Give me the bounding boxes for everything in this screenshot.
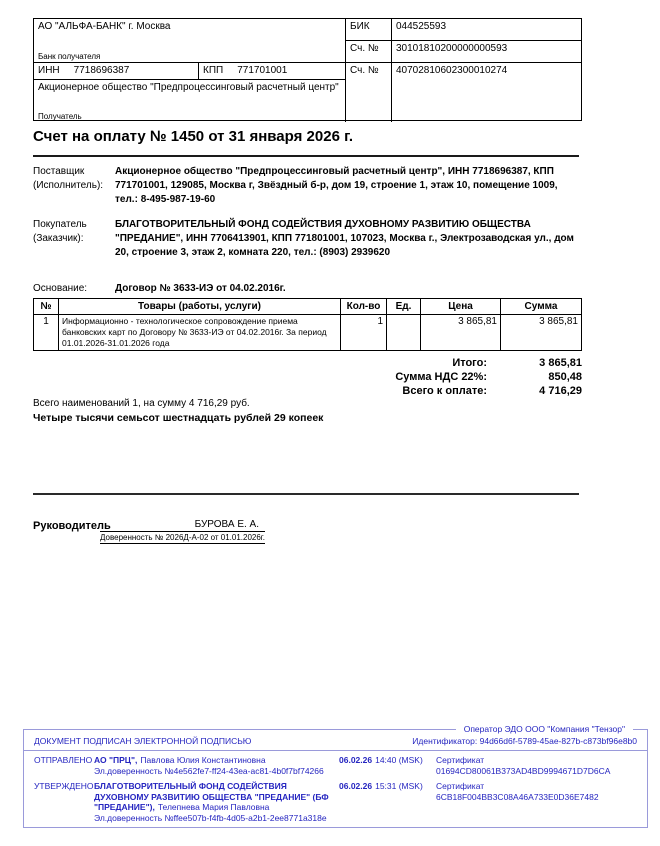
buyer-value: БЛАГОТВОРИТЕЛЬНЫЙ ФОНД СОДЕЙСТВИЯ ДУХОВНОМУ РАЗВИТИЮ ОБЩЕСТВА "ПРЕДАНИЕ", ИНН 7706413901, КПП 771801001, 107023, Москва г., Электрозаводская ул., дом 20, строение 3, этаж 2, комната 220, тел.: (8903) 2939620 bbox=[115, 219, 574, 258]
kpp-label: КПП bbox=[203, 65, 224, 76]
items-header-row bbox=[34, 299, 581, 315]
total-label: Итого: bbox=[452, 357, 487, 369]
sent-org bbox=[94, 755, 339, 776]
buyer-label-line2: (Заказчик): bbox=[33, 233, 84, 244]
buyer-section bbox=[33, 218, 577, 260]
stamp-row-sent bbox=[24, 751, 647, 777]
inn-label: ИНН bbox=[38, 65, 60, 76]
total-value: 4 716,29 bbox=[539, 385, 582, 397]
e-signature-stamp bbox=[23, 724, 648, 828]
item-price: 3 865,81 bbox=[421, 315, 501, 350]
kpp-value: 771701001 bbox=[237, 65, 288, 76]
header-amount: Сумма bbox=[524, 301, 558, 312]
total-label: Всего к оплате: bbox=[402, 385, 487, 397]
item-unit bbox=[387, 315, 421, 350]
identifier bbox=[412, 736, 637, 746]
approved-org-name: БЛАГОТВОРИТЕЛЬНЫЙ ФОНД СОДЕЙСТВИЯ ДУХОВНОМУ РАЗВИТИЮ ОБЩЕСТВА "ПРЕДАНИЕ" (БФ "ПРЕДАНИЕ"), bbox=[94, 781, 329, 812]
basis-label: Основание: bbox=[33, 283, 88, 294]
items-summary: Всего наименований 1, на сумму 4 716,29 руб. bbox=[33, 398, 250, 409]
approved-certificate: Сертификат 6CB18F004BB3C08A46A733E0D36E7482 bbox=[436, 781, 599, 802]
header-qty: Кол-во bbox=[341, 299, 387, 314]
sent-org-person: Павлова Юлия Константиновна bbox=[140, 755, 266, 765]
sent-attorney: Эл.доверенность №4e562fe7-ff24-43ea-ac81-4b0f7bf74266 bbox=[94, 765, 324, 776]
receiver-cell-caption: Получатель bbox=[38, 112, 82, 121]
supplier-label-line2: (Исполнитель): bbox=[33, 180, 104, 191]
inn-cell bbox=[34, 63, 199, 80]
signature-attorney: Доверенность № 2026Д-А-02 от 01.01.2026г. bbox=[100, 533, 265, 542]
account-value: 40702810602300010274 bbox=[396, 65, 508, 76]
approved-date: 06.02.26 bbox=[339, 781, 373, 791]
bik-value: 044525593 bbox=[392, 19, 582, 41]
supplier-label-line1: Поставщик bbox=[33, 166, 85, 177]
item-qty: 1 bbox=[341, 315, 387, 350]
header-unit: Ед. bbox=[387, 299, 421, 314]
account-label: Сч. № bbox=[346, 63, 392, 122]
basis-value: Договор № 3633-ИЭ от 04.02.2016г. bbox=[115, 283, 286, 294]
stamp-row-approved bbox=[24, 777, 647, 824]
edo-operator: Оператор ЭДО ООО "Компания "Тензор" bbox=[456, 724, 633, 734]
section-divider bbox=[33, 493, 579, 495]
sent-datetime bbox=[339, 755, 436, 776]
sent-org-name: АО "ПРЦ", bbox=[94, 755, 138, 765]
signed-title: ДОКУМЕНТ ПОДПИСАН ЭЛЕКТРОННОЙ ПОДПИСЬЮ bbox=[34, 736, 252, 746]
table-row bbox=[34, 315, 581, 350]
status-approved: УТВЕРЖДЕНО bbox=[34, 781, 94, 791]
inn-value: 7718696387 bbox=[73, 65, 130, 76]
sent-time: 14:40 (MSK) bbox=[375, 755, 423, 765]
identifier-label: Идентификатор: bbox=[412, 736, 478, 746]
signature-block bbox=[100, 519, 265, 544]
bik-label: БИК bbox=[346, 19, 392, 41]
corr-account-label: Сч. № bbox=[346, 41, 392, 63]
total-value: 3 865,81 bbox=[539, 357, 582, 369]
total-row-vsego bbox=[395, 384, 582, 398]
signature-role: Руководитель bbox=[33, 520, 111, 532]
buyer-label bbox=[33, 218, 115, 260]
sent-certificate: Сертификат 01694CD80061B373AD4BD9994671D7D6CA bbox=[436, 755, 611, 776]
page-title: Счет на оплату № 1450 от 31 января 2026 г. bbox=[33, 128, 353, 145]
sent-date: 06.02.26 bbox=[339, 755, 373, 765]
buyer-label-line1: Покупатель bbox=[33, 219, 87, 230]
supplier-section bbox=[33, 165, 577, 207]
kpp-cell bbox=[199, 63, 346, 80]
bank-requisites-table bbox=[33, 18, 582, 121]
total-label: Сумма НДС 22%: bbox=[395, 371, 487, 383]
corr-account-value: 30101810200000000593 bbox=[392, 41, 582, 63]
totals-block bbox=[395, 356, 582, 398]
items-table bbox=[33, 298, 582, 351]
item-description: Информационно - технологическое сопровождение приема банковских карт по Договору № 3633-ИЭ от 04.02.2016г. За период 01.01.2026-31.01.2026 года bbox=[59, 315, 341, 350]
approved-time: 15:31 (MSK) bbox=[375, 781, 423, 791]
total-row-nds bbox=[395, 370, 582, 384]
approved-org-person: Телепнева Мария Павловна bbox=[157, 802, 270, 812]
signature-name: БУРОВА Е. А. bbox=[100, 519, 265, 532]
approved-org bbox=[94, 781, 339, 823]
receiver-cell bbox=[34, 80, 346, 122]
header-num: № bbox=[34, 299, 59, 314]
amount-in-words: Четыре тысячи семьсот шестнадцать рублей 29 копеек bbox=[33, 412, 324, 424]
header-price: Цена bbox=[421, 299, 501, 314]
bank-cell-caption: Банк получателя bbox=[38, 52, 101, 61]
approved-attorney: Эл.доверенность №ffee507b-f4fb-4d05-a2b1-2ee8771a318e bbox=[94, 812, 327, 823]
basis-section bbox=[33, 282, 577, 296]
title-divider bbox=[33, 155, 579, 157]
approved-datetime bbox=[339, 781, 436, 823]
receiver-name: Акционерное общество "Предпроцессинговый расчетный центр" bbox=[38, 82, 339, 93]
supplier-label bbox=[33, 165, 115, 207]
header-description: Товары (работы, услуги) bbox=[59, 299, 341, 314]
item-num: 1 bbox=[34, 315, 59, 350]
supplier-value: Акционерное общество "Предпроцессинговый расчетный центр", ИНН 7718696387, КПП 771701001, 129085, Москва г, Звёздный б-р, дом 19, строение 1, этаж 10, помещение 1009, тел.: 8-495-987-19-60 bbox=[115, 166, 558, 205]
item-amount: 3 865,81 bbox=[539, 316, 578, 327]
status-sent: ОТПРАВЛЕНО bbox=[34, 755, 93, 765]
identifier-value: 94d66d6f-5789-45ae-827b-c873bf96e8b0 bbox=[479, 736, 637, 746]
bank-name-cell bbox=[34, 19, 346, 63]
total-value: 850,48 bbox=[548, 371, 582, 383]
total-row-itogo bbox=[395, 356, 582, 370]
bank-name: АО "АЛЬФА-БАНК" г. Москва bbox=[38, 21, 171, 32]
